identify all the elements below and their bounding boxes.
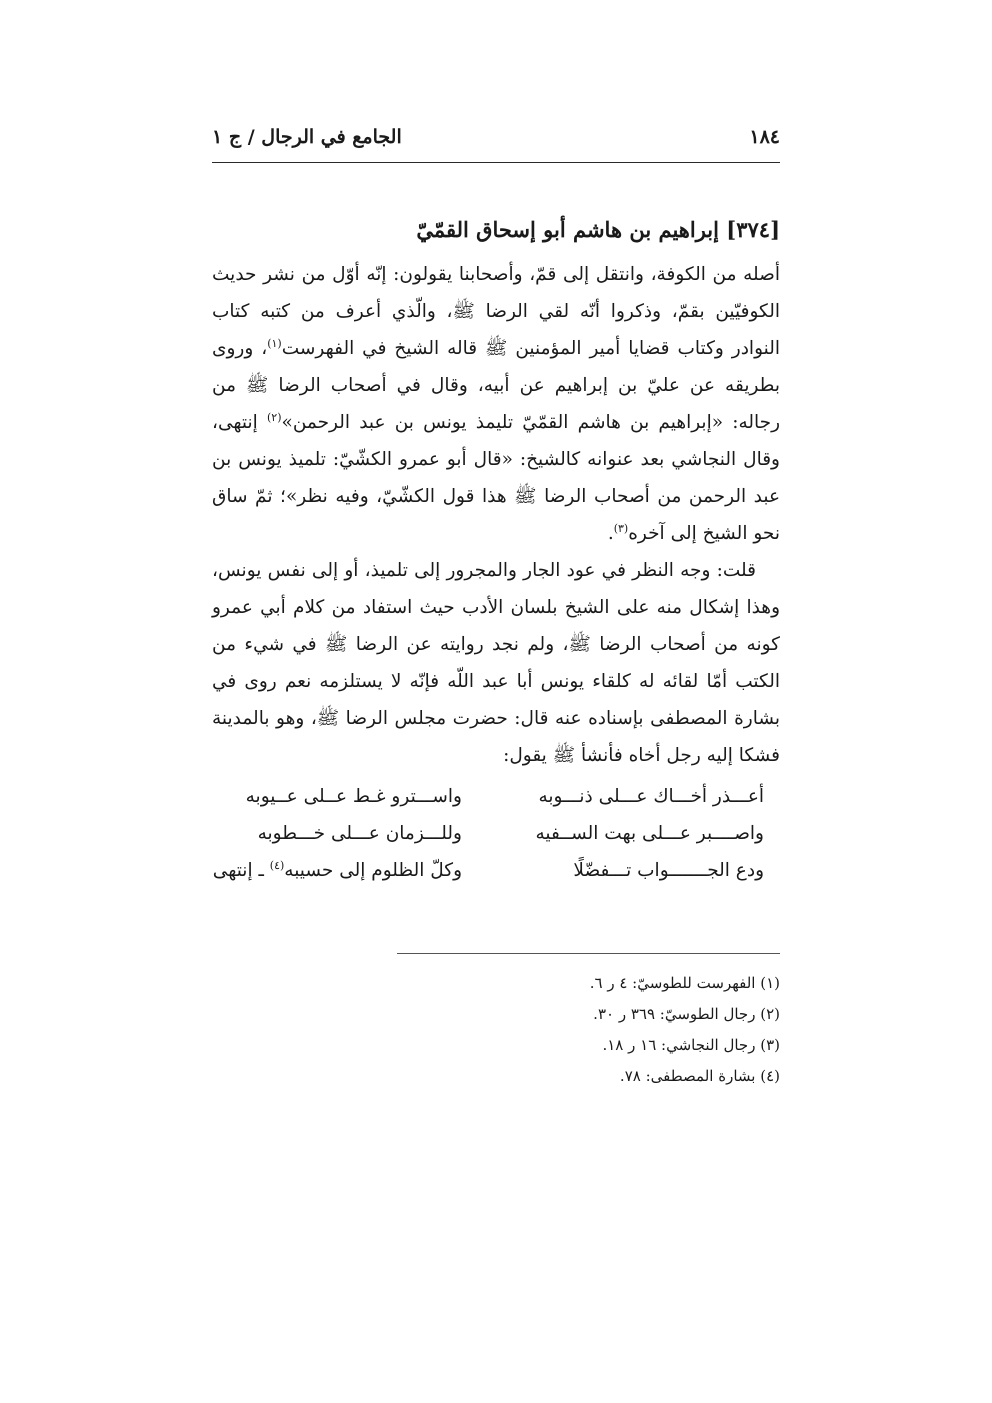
footnote: (٤) بشارة المصطفى: ٧٨. [619,1067,780,1085]
paragraph-biography [212,256,780,552]
paragraph-text: قلت: وجه النظر في عود الجار والمجرور إلى تلميذ، أو إلى نفس يونس، وهذا إشكال منه على الشيخ بلسان الأدب حيث استفاد من كلام أبي عمرو كونه من أصحاب الرضا ﷺ، ولم نجد روايته عن الرضا ﷺ في شيء من الكتب أمّا لقائه له كلقاء يونس أبا عبد اللّه فإنّه لا يستلزمه نعم روى في بشارة المصطفى بإسناده عنه قال: حضرت مجلس الرضا ﷺ، وهو بالمدينة فشكا إليه رجل أخاه فأنشأ ﷺ يقول: [212,560,780,766]
footnote: (١) الفهرست للطوسيّ: ٤ ر ٦. [589,974,780,992]
hemistich-text: وللـــزمان عـــلى خـــطوبه [257,823,462,844]
paragraph-text: ، وروى بطريقه عن عليّ بن إبراهيم عن أبيه، وقال في أصحاب الرضا ﷺ من رجاله: «إبراهيم بن هاشم القمّيّ تليمذ يونس بن عبد الرحمن» [212,338,781,433]
footnote-ref: (٤) [269,858,285,872]
paragraph-commentary [212,552,780,774]
poem-verse [212,815,780,852]
footnote: (٣) رجال النجاشي: ١٦ ر ١٨. [602,1036,780,1054]
hemistich-text: وكلّ الظلوم إلى حسيبه [284,860,462,881]
poem-verse [212,778,780,815]
poem-hemistich-second [212,852,462,889]
page-number: ١٨٤ [749,126,780,148]
paragraph-text: إنتهى، وقال النجاشي بعد عنوانه كالشيخ: «قال أبو عمرو الكشّيّ: تلميذ يونس بن عبد الرحمن من أصحاب الرضا ﷺ هذا قول الكشّيّ، وفيه نظر»؛ ثمّ ساق نحو الشيخ إلى آخره [212,412,780,544]
footnote: (٢) رجال الطوسيّ: ٣٦٩ ر ٣٠. [593,1005,780,1023]
poem [212,778,780,889]
poem-verse [212,852,780,889]
poem-hemistich-first: أعـــذر أخـــاك عـــلى ذنـــوبه [538,786,764,807]
poem-closing: ـ إنتهى [212,860,270,881]
footnotes [397,968,780,1092]
poem-hemistich-first: ودع الجـــــــواب تـــفضّلًا [573,860,764,881]
paragraph-text: أصله من الكوفة، وانتقل إلى قمّ، وأصحابنا يقولون: إنّه أوّل من نشر حديث الكوفيّين بقمّ، وذكروا أنّه لقي الرضا ﷺ، والّذي أعرف من كتبه كتاب النوادر وكتاب قضايا أمير المؤمنين ﷺ قاله الشيخ في الفهرست [212,264,780,359]
main-text [212,214,780,889]
footnote-ref: (١) [267,336,282,350]
poem-hemistich-second [212,778,462,815]
running-title: الجامع في الرجال / ج ١ [212,126,402,148]
poem-hemistich-first: واصــــبر عـــلى بهت الســفيه [535,823,764,844]
footnote-ref: (٣) [613,521,629,535]
running-header [212,122,780,163]
poem-hemistich-second [212,815,462,852]
entry-heading: [٣٧٤] إبراهيم بن هاشم أبو إسحاق القمّيّ [416,217,780,242]
footnote-ref: (٢) [266,410,282,424]
paragraph-text: . [607,523,614,544]
footnote-divider [397,953,780,954]
hemistich-text: واســـترو غـط عــلى عــيوبه [245,786,462,807]
